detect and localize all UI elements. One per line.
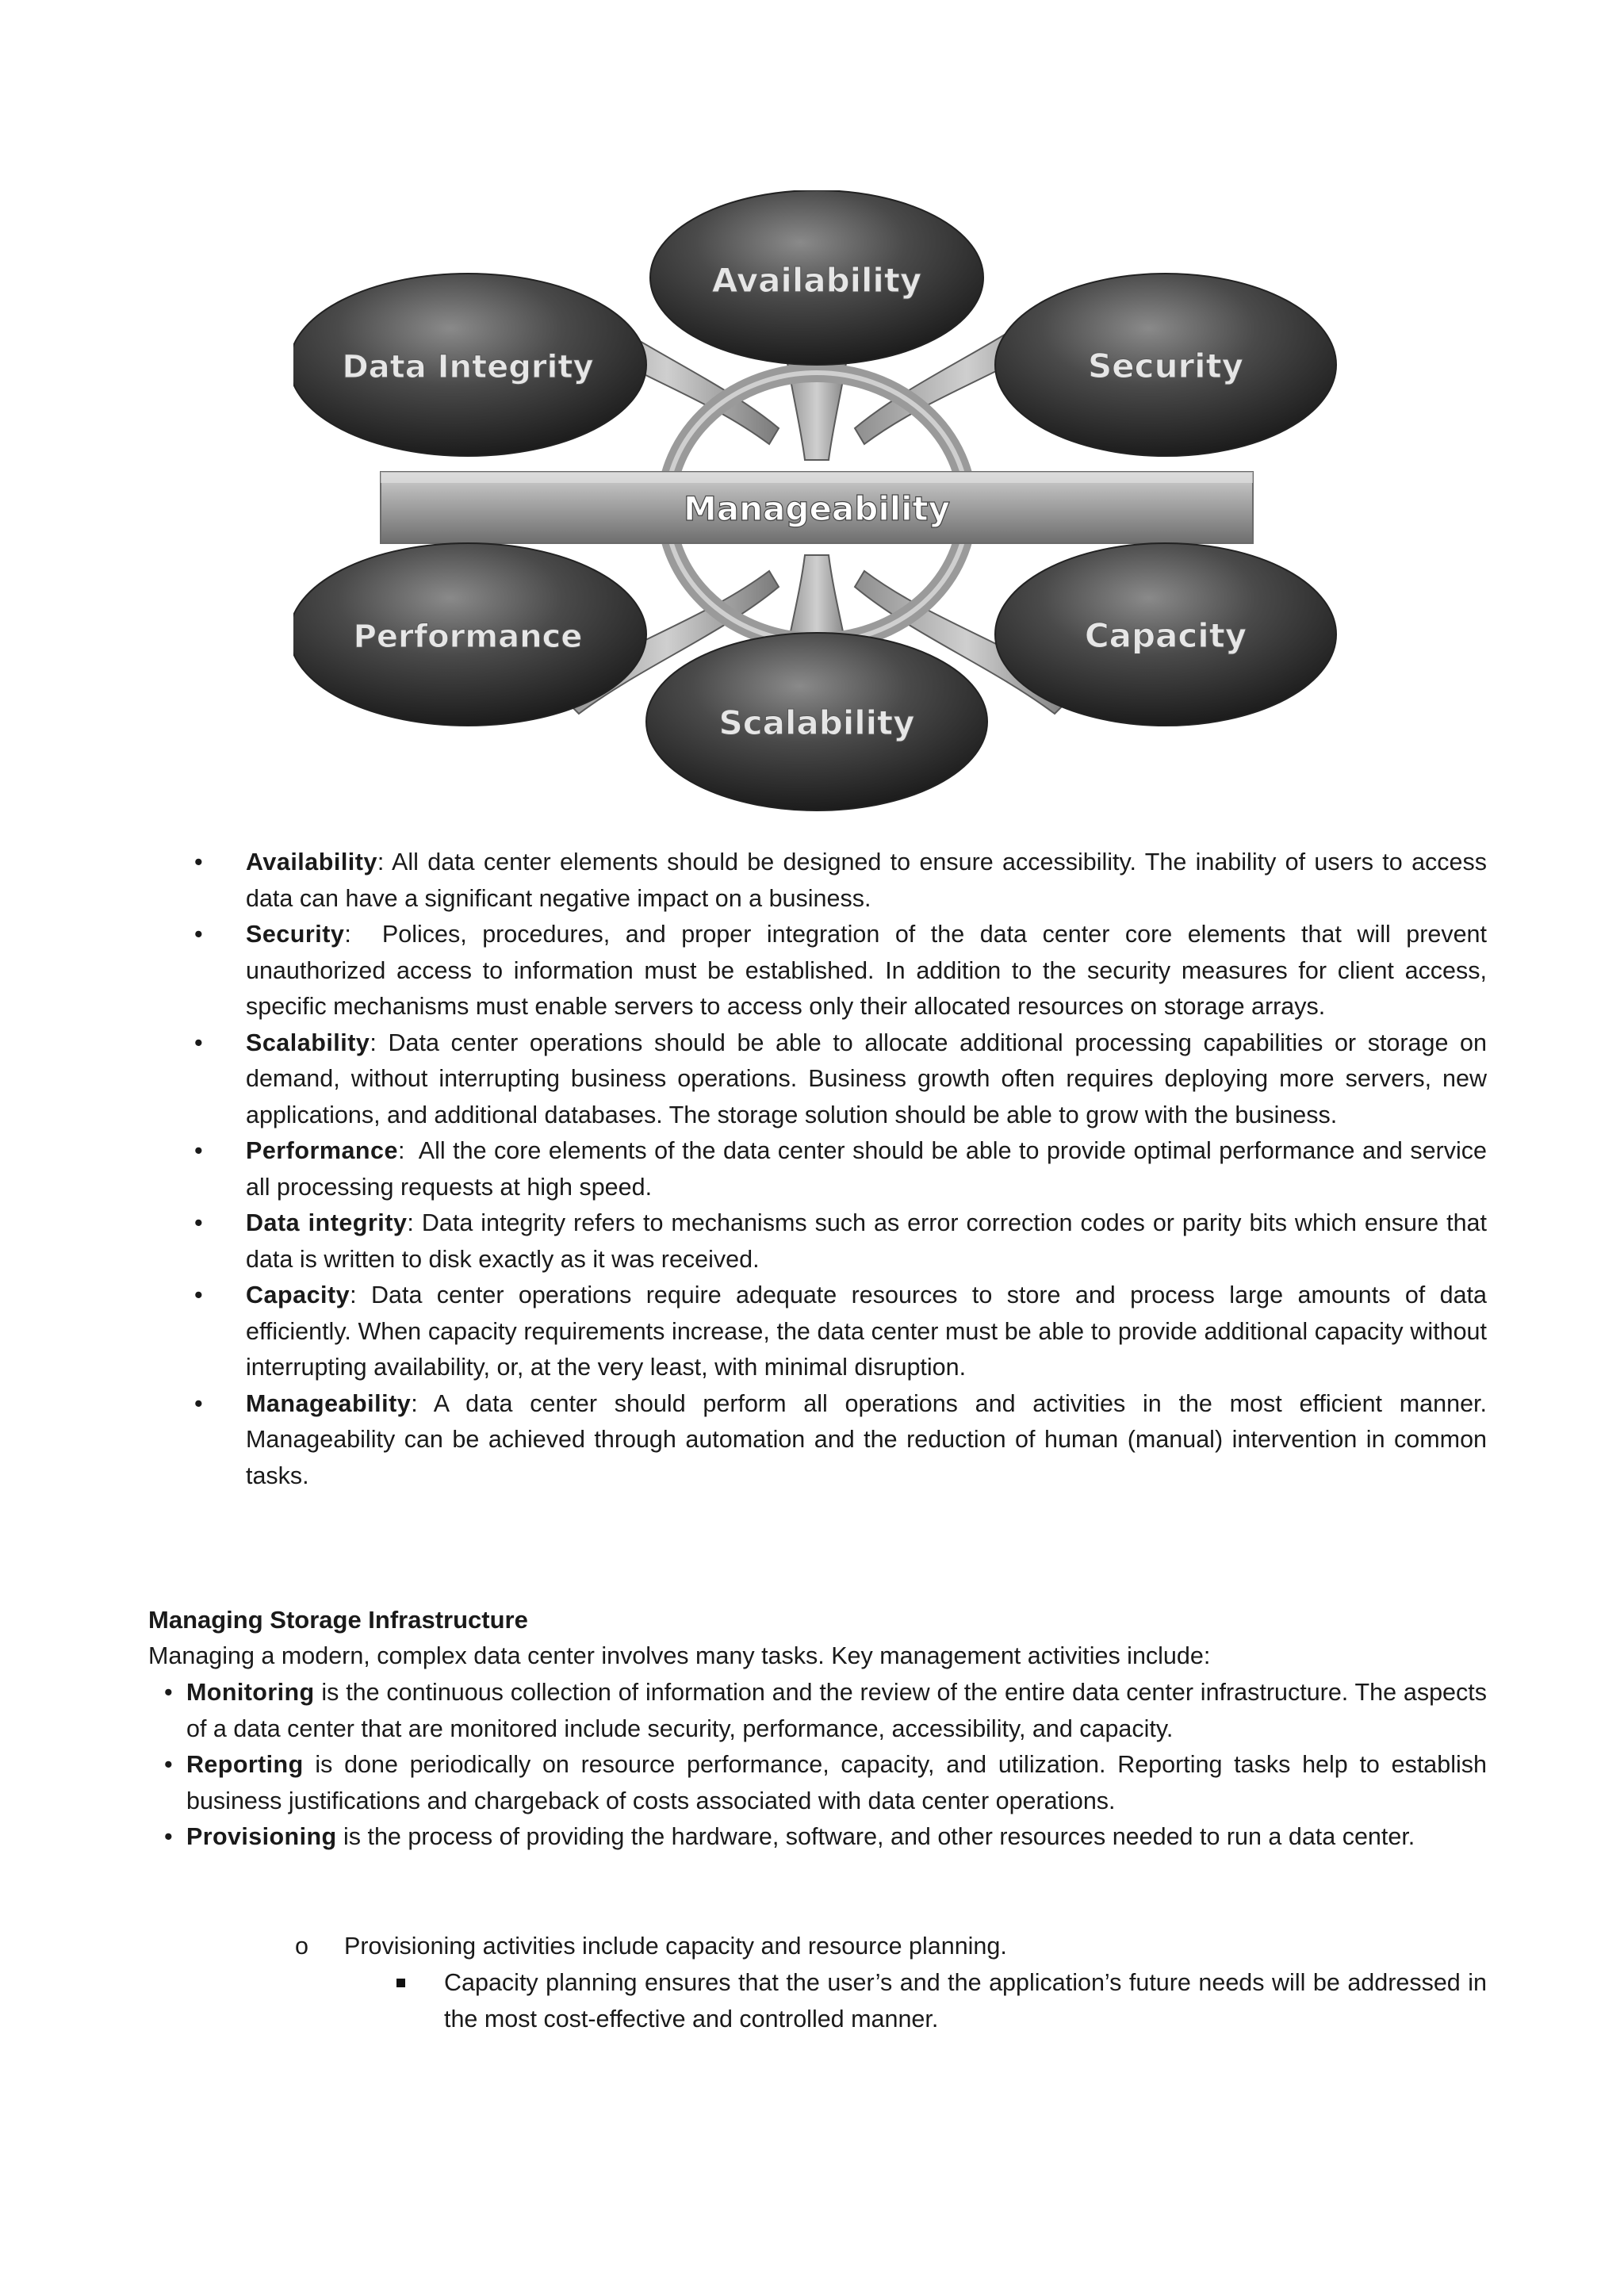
node-scalability bbox=[646, 633, 987, 810]
definition: All the core elements of the data center should be able to provide optimal performance and service all processing requests at high speed. bbox=[246, 1137, 1494, 1201]
svg-text:Data Integrity: Data Integrity bbox=[342, 349, 594, 385]
bullet-marker: • bbox=[164, 1751, 173, 1778]
bullet-marker: • bbox=[194, 1282, 203, 1308]
core-elements-diagram bbox=[293, 190, 1340, 817]
node-performance bbox=[293, 543, 646, 726]
term: Scalability bbox=[246, 1029, 370, 1056]
definition: Data center operations should be able to allocate additional processing capabilities or storage on demand, without interrupting business operations. Business growth often requires deploying more servers, new applications, and additional databases. The storage solution should be able to grow with the business. bbox=[246, 1029, 1487, 1128]
bullet-marker: • bbox=[194, 1389, 203, 1417]
svg-text:Scalability: Scalability bbox=[718, 703, 915, 742]
bullet-marker: • bbox=[164, 1679, 173, 1706]
definition: Data center operations require adequate resources to store and process large amounts of data efficiently. When capacity requirements increase, the data center must be able to provide additional capacity without interrupting availability, or, at the very least, with minimal disruption. bbox=[246, 1282, 1487, 1381]
bullet-marker: • bbox=[194, 921, 203, 948]
sub-sub-item-text: Capacity planning ensures that the user’s and the application’s future needs will be addressed in the most cost-effective and controlled manner. bbox=[444, 1969, 1487, 2033]
term: Performance bbox=[246, 1137, 398, 1164]
definition: is done periodically on resource performance, capacity, and utilization. Reporting tasks help to establish business justifications and chargeback of costs associated with data center operations. bbox=[186, 1751, 1487, 1814]
term: Availability bbox=[246, 849, 377, 875]
term: Security bbox=[246, 921, 345, 948]
term: Capacity bbox=[246, 1282, 350, 1308]
node-security bbox=[995, 274, 1336, 456]
node-data-integrity bbox=[293, 274, 646, 456]
sub-sub-list-item bbox=[396, 1965, 1487, 2037]
section-intro: Managing a modern, complex data center involves many tasks. Key management activities include: bbox=[148, 1642, 1211, 1669]
node-availability bbox=[650, 190, 983, 365]
list-item: • Security: Polices, procedures, and proper integration of the data center core elements that will prevent unauthorized access to information must be established. In addition to the security measures for client access, specific mechanisms must enable servers to access only their allocated resources on storage arrays. bbox=[194, 917, 1487, 1025]
list-item: • Availability: All data center elements should be designed to ensure accessibility. The inability of users to access data can have a significant negative impact on a business. bbox=[194, 845, 1487, 917]
list-item: • Performance: All the core elements of the data center should be able to provide optimal performance and service all processing requests at high speed. bbox=[194, 1133, 1487, 1205]
bullet-marker: • bbox=[194, 849, 203, 875]
sub-list-item bbox=[295, 1929, 1007, 1964]
svg-text:Capacity: Capacity bbox=[1084, 616, 1247, 655]
svg-text:Availability: Availability bbox=[711, 261, 922, 300]
list-item: • Manageability: A data center should perform all operations and activities in the most efficient manner. Manageability can be achieved through automation and the reduction of human (manual) intervention in common tasks. bbox=[194, 1386, 1487, 1495]
bullet-marker: • bbox=[194, 1137, 203, 1164]
list-item bbox=[164, 1747, 1487, 1819]
svg-text:Security: Security bbox=[1087, 347, 1244, 385]
definition: All data center elements should be designed to ensure accessibility. The inability of users to access data can have a significant negative impact on a business. bbox=[246, 849, 1487, 912]
list-item bbox=[164, 1675, 1487, 1747]
term: Manageability bbox=[246, 1389, 412, 1417]
term: Data integrity bbox=[246, 1209, 408, 1236]
term: Monitoring bbox=[186, 1679, 315, 1706]
list-item: • Capacity: Data center operations require adequate resources to store and process large amounts of data efficiently. When capacity requirements increase, the data center must be able to provide additional capacity without interrupting availability, or, at the very least, with minimal disruption. bbox=[194, 1278, 1487, 1386]
management-activities-list bbox=[164, 1675, 1487, 1856]
definition: is the continuous collection of information and the review of the entire data center infrastructure. The aspects of a data center that are monitored include security, performance, accessibility, and capacity. bbox=[186, 1679, 1487, 1742]
definition: A data center should perform all operations and activities in the most efficient manner. Manageability can be achieved through automation and the reduction of human (manual) intervention in common tasks. bbox=[246, 1389, 1487, 1489]
svg-text:Performance: Performance bbox=[353, 619, 583, 655]
list-item bbox=[164, 1819, 1487, 1856]
list-item: • Scalability: Data center operations should be able to allocate additional processing capabilities or storage on demand, without interrupting business operations. Business growth often requires deploying more servers, new applications, and additional databases. The storage solution should be able to grow with the business. bbox=[194, 1025, 1487, 1134]
list-item: • Data integrity: Data integrity refers to mechanisms such as error correction codes or parity bits which ensure that data is written to disk exactly as it was received. bbox=[194, 1205, 1487, 1278]
bullet-marker: • bbox=[194, 1029, 203, 1056]
term: Reporting bbox=[186, 1751, 304, 1778]
section-heading: Managing Storage Infrastructure bbox=[148, 1606, 528, 1634]
center-label: Manageability bbox=[684, 489, 950, 528]
term: Provisioning bbox=[186, 1823, 337, 1850]
definition: Data integrity refers to mechanisms such as error correction codes or parity bits which ensure that data is written to disk exactly as it was received. bbox=[246, 1209, 1487, 1273]
definition: Polices, procedures, and proper integration of the data center core elements that will prevent unauthorized access to information must be established. In addition to the security measures for client access, specific mechanisms must enable servers to access only their allocated resources on storage arrays. bbox=[246, 921, 1494, 1020]
sub-item-text: Provisioning activities include capacity and resource planning. bbox=[344, 1933, 1007, 1960]
circle-bullet-marker: o bbox=[295, 1933, 308, 1960]
definition: is the process of providing the hardware, software, and other resources needed to run a data center. bbox=[336, 1823, 1415, 1850]
core-elements-list bbox=[194, 845, 1494, 1494]
square-bullet-icon bbox=[396, 1979, 405, 1987]
bullet-marker: • bbox=[194, 1209, 203, 1236]
node-capacity bbox=[995, 543, 1336, 726]
bullet-marker: • bbox=[164, 1823, 173, 1850]
